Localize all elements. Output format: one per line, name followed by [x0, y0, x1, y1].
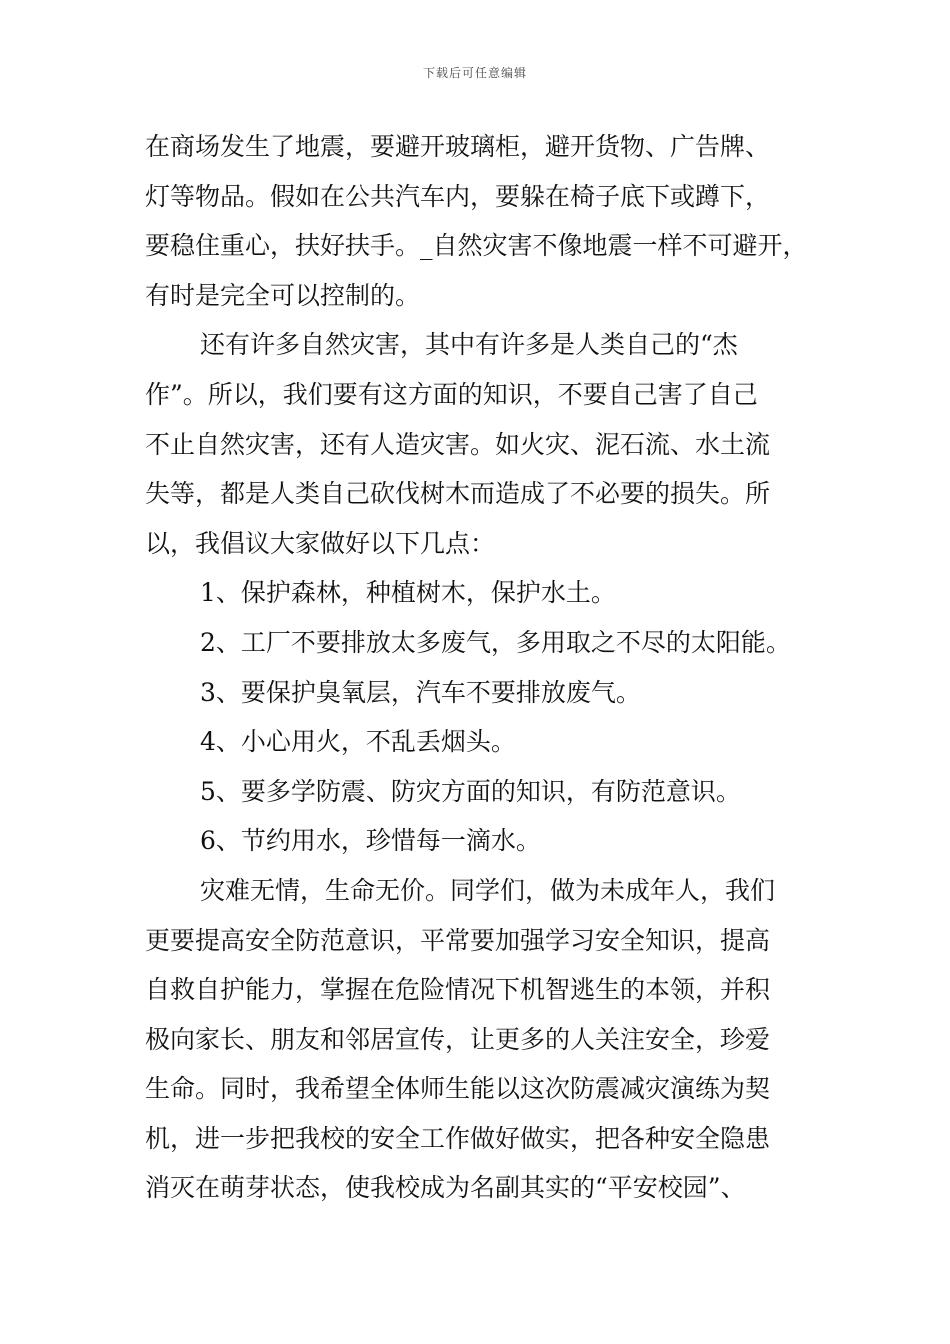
text-line: 还有许多自然灾害，其中有许多是人类自己的“杰 [200, 330, 738, 360]
text-line: 极向家长、朋友和邻居宣传，让更多的人关注安全，珍爱 [145, 1024, 771, 1054]
list-item: 6、节约用水，珍惜每一滴水。 [200, 826, 541, 856]
text-line: 自救自护能力，掌握在危险情况下机智逃生的本领，并积 [145, 975, 771, 1005]
text-line: 灯等物品。假如在公共汽车内，要躲在椅子底下或蹲下， [145, 181, 771, 211]
list-item: 5、要多学防震、防灾方面的知识，有防范意识。 [200, 776, 741, 806]
text-line: 不止自然灾害，还有人造灾害。如火灾、泥石流、水土流 [145, 429, 771, 459]
text-line: 消灭在萌芽状态，使我校成为名副其实的“平安校园”、 [145, 1173, 746, 1203]
text-line: 作”。所以，我们要有这方面的知识，不要自己害了自己 [145, 379, 758, 409]
page-header: 下载后可任意编辑 [422, 66, 527, 80]
text-line: 灾难无情，生命无价。同学们，做为未成年人，我们 [200, 875, 776, 905]
list-item: 2、工厂不要排放太多废气，多用取之不尽的太阳能。 [200, 627, 791, 657]
text-line: 失等，都是人类自己砍伐树木而造成了不必要的损失。所 [145, 479, 771, 509]
text-line: 机，进一步把我校的安全工作做好做实，把各种安全隐患 [145, 1123, 771, 1153]
text-line: 生命。同时，我希望全体师生能以这次防震减灾演练为契 [145, 1074, 771, 1104]
text-line: 有时是完全可以控制的。 [145, 280, 421, 310]
document-body [145, 122, 835, 1213]
list-item: 3、要保护臭氧层，汽车不要排放废气。 [200, 677, 641, 707]
list-item: 4、小心用火，不乱丢烟头。 [200, 727, 516, 757]
text-line: 以，我倡议大家做好以下几点： [145, 528, 496, 558]
text-line: 在商场发生了地震，要避开玻璃柜，避开货物、广告牌、 [145, 132, 771, 161]
text-line: 要稳住重心，扶好扶手。_自然灾害不像地震一样不可避开， [145, 231, 808, 261]
list-item: 1、保护森林，种植树木，保护水土。 [200, 578, 616, 608]
text-line: 更要提高安全防范意识，平常要加强学习安全知识，提高 [145, 925, 771, 955]
